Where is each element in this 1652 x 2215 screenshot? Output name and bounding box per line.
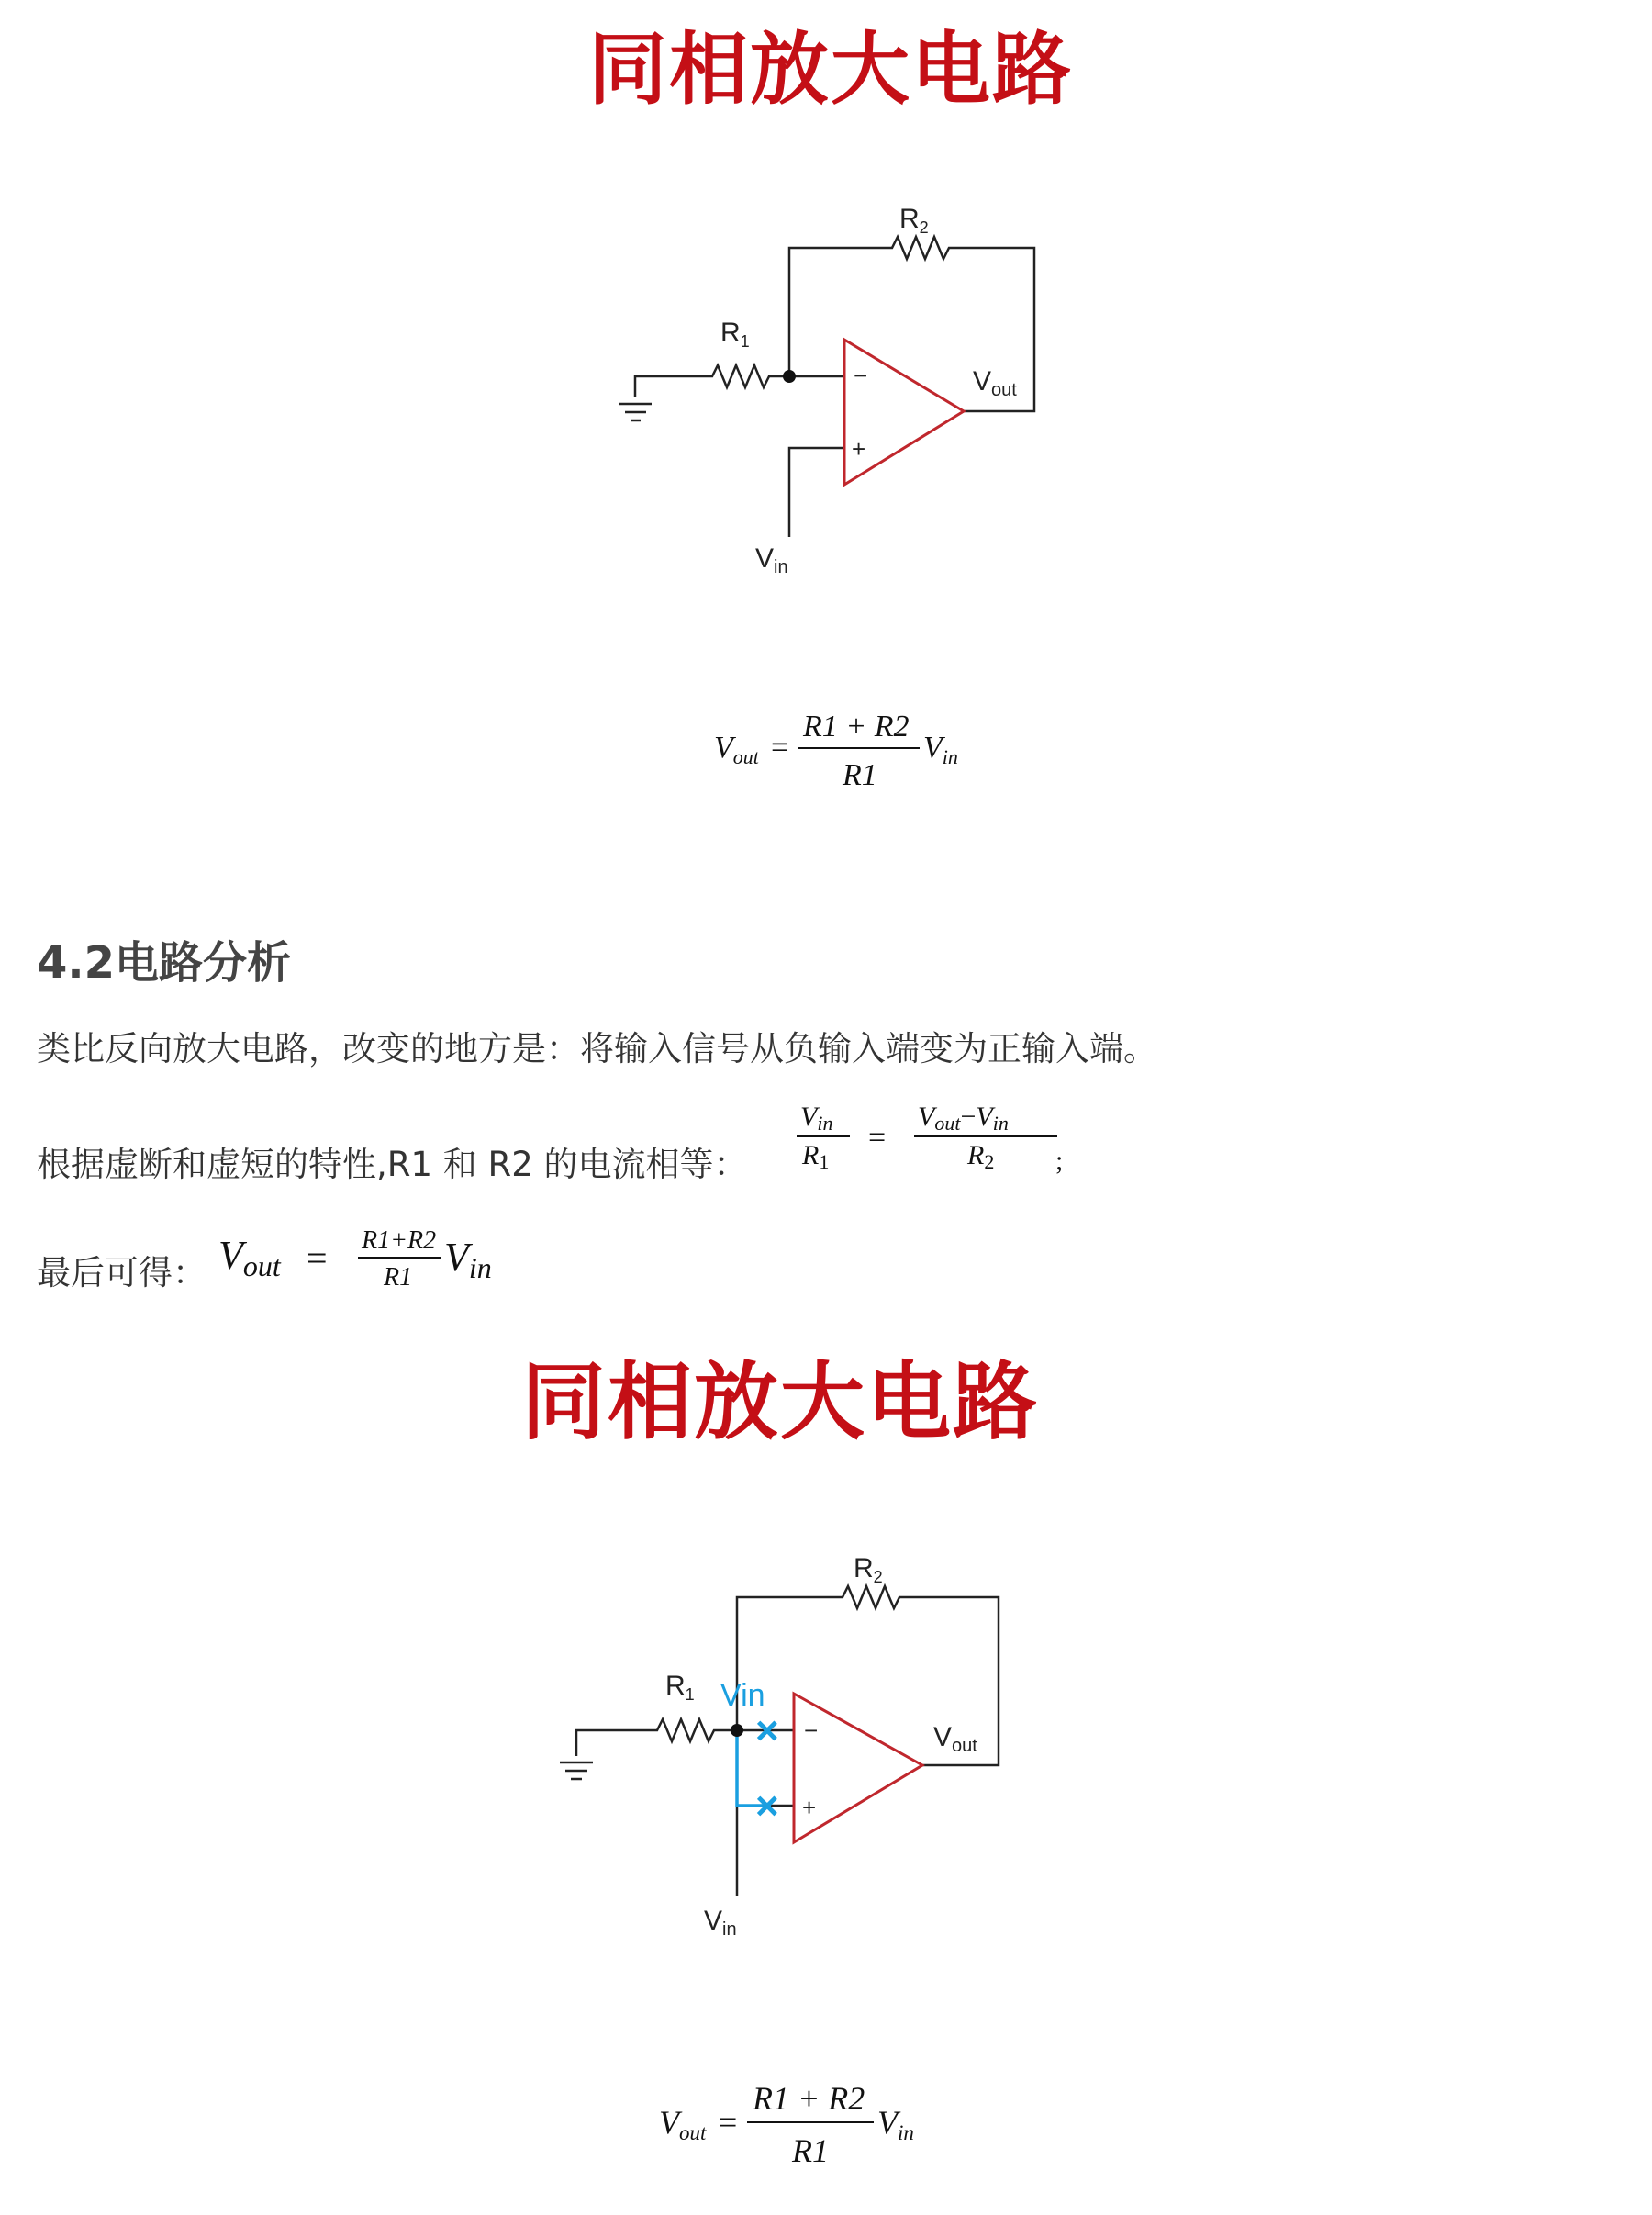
formula-2 bbox=[659, 2080, 914, 2169]
virtual-open-cross-top: × bbox=[755, 1708, 779, 1753]
eq-den-left: R bbox=[802, 1140, 820, 1170]
vout-label: V bbox=[933, 1722, 953, 1752]
r2-label: R bbox=[854, 1553, 874, 1583]
svg-text:R2 bbox=[966, 1140, 994, 1173]
r2-label-sub: 2 bbox=[919, 218, 929, 237]
formula-1-lhs-sub: out bbox=[732, 745, 759, 768]
svg-text:R1 bbox=[720, 318, 750, 351]
svg-text:Vin bbox=[444, 1235, 492, 1284]
formula-2-rhs-sub: in bbox=[898, 2121, 914, 2144]
svg-text:R1 bbox=[665, 1671, 695, 1704]
junction-node bbox=[783, 370, 796, 383]
eq-den-right-sub: 2 bbox=[984, 1150, 995, 1173]
svg-text:Vin bbox=[877, 2104, 914, 2144]
eq-minus: − bbox=[960, 1102, 977, 1132]
ground-wire bbox=[576, 1730, 652, 1756]
vin-wire bbox=[789, 448, 844, 537]
result-lhs: V bbox=[218, 1233, 243, 1278]
paragraph-result: 最后可得： bbox=[37, 1253, 206, 1292]
result-lhs-sub: out bbox=[242, 1249, 281, 1282]
eq-num-right2: V bbox=[976, 1102, 993, 1132]
svg-text:Vout bbox=[714, 731, 760, 768]
vin-annotation: Vin bbox=[720, 1678, 765, 1713]
result-equation bbox=[211, 1203, 541, 1303]
svg-text:Vout bbox=[933, 1722, 977, 1756]
formula-2-num: R1 + R2 bbox=[753, 2080, 865, 2117]
result-den: R1 bbox=[384, 1263, 413, 1292]
r1-label-sub: 1 bbox=[685, 1685, 695, 1704]
result-rhs-sub: in bbox=[468, 1251, 492, 1284]
minus-sign: − bbox=[854, 362, 868, 389]
formula-1-rhs: V bbox=[923, 731, 943, 765]
r2-label-sub: 2 bbox=[873, 1568, 883, 1586]
paragraph-current-equal: 根据虚断和虚短的特性,R1 和 R2 的电流相等： bbox=[37, 1145, 748, 1184]
current-equation bbox=[789, 1091, 1101, 1191]
formula-2-den: R1 bbox=[792, 2132, 829, 2169]
eq-num-right2-sub: in bbox=[992, 1112, 1009, 1135]
svg-text:Vin bbox=[800, 1102, 832, 1135]
formula-2-rhs: V bbox=[877, 2104, 898, 2141]
result-rhs: V bbox=[444, 1235, 469, 1280]
formula-2-eq: = bbox=[719, 2104, 738, 2141]
eq-num-left-sub: in bbox=[817, 1112, 833, 1135]
r1-label-sub: 1 bbox=[740, 332, 750, 351]
eq-num-right-sub: out bbox=[934, 1112, 961, 1135]
figure-1-title: 同相放大电路 bbox=[588, 24, 1073, 116]
formula-1-eq: = bbox=[771, 731, 789, 765]
svg-text:R1 bbox=[801, 1140, 829, 1173]
virtual-open-cross-bottom: × bbox=[755, 1784, 779, 1829]
result-eq: = bbox=[307, 1237, 328, 1279]
svg-text:Vout−Vin bbox=[918, 1102, 1009, 1135]
eq-num-right: V bbox=[918, 1102, 935, 1132]
eq-den-right: R bbox=[967, 1140, 985, 1170]
eq-equals: = bbox=[868, 1121, 887, 1155]
plus-sign: + bbox=[802, 1794, 817, 1821]
r1-resistor bbox=[652, 1719, 720, 1741]
svg-text:Vout bbox=[973, 366, 1017, 400]
vin-label-sub: in bbox=[722, 1919, 737, 1940]
formula-1-num: R1 + R2 bbox=[803, 710, 910, 744]
r2-resistor bbox=[837, 1586, 905, 1608]
formula-1 bbox=[714, 710, 958, 792]
vout-label: V bbox=[973, 366, 992, 397]
eq-semicolon: ; bbox=[1055, 1146, 1064, 1176]
ground-wire bbox=[635, 376, 707, 397]
figure-1 bbox=[514, 0, 1147, 858]
svg-text:R2 bbox=[854, 1553, 883, 1586]
formula-2-lhs: V bbox=[659, 2104, 679, 2141]
formula-2-lhs-sub: out bbox=[679, 2121, 707, 2144]
figure-2-title: 同相放大电路 bbox=[520, 1353, 1039, 1451]
vin-label: V bbox=[704, 1906, 723, 1936]
svg-text:Vout bbox=[659, 2104, 707, 2144]
svg-text:Vin bbox=[755, 543, 788, 577]
r1-resistor bbox=[707, 365, 775, 387]
svg-text:Vin bbox=[923, 731, 958, 768]
svg-text:Vin bbox=[704, 1906, 737, 1940]
result-num: R1+R2 bbox=[362, 1226, 437, 1255]
r1-label: R bbox=[665, 1671, 686, 1701]
section-heading: 4.2电路分析 bbox=[37, 937, 292, 989]
plus-sign: + bbox=[852, 435, 866, 463]
paragraph-analogy: 类比反向放大电路，改变的地方是：将输入信号从负输入端变为正输入端。 bbox=[37, 1029, 1157, 1068]
circuit-diagram-2 bbox=[441, 1331, 1120, 2215]
vin-label: V bbox=[755, 543, 775, 574]
eq-num-left: V bbox=[800, 1102, 818, 1132]
minus-sign: − bbox=[804, 1717, 819, 1744]
svg-text:Vout bbox=[218, 1233, 282, 1282]
formula-1-rhs-sub: in bbox=[942, 745, 958, 768]
formula-1-lhs: V bbox=[714, 731, 733, 765]
vout-label-sub: out bbox=[952, 1736, 977, 1756]
eq-den-left-sub: 1 bbox=[819, 1150, 830, 1173]
formula-1-den: R1 bbox=[843, 758, 877, 792]
svg-text:R2 bbox=[899, 204, 929, 237]
r1-label: R bbox=[720, 318, 741, 348]
junction-node bbox=[731, 1724, 743, 1737]
figure-2 bbox=[441, 1331, 1120, 2215]
circuit-diagram-1 bbox=[514, 0, 1147, 858]
r2-resistor bbox=[886, 237, 954, 259]
vout-label-sub: out bbox=[991, 380, 1017, 400]
r2-label: R bbox=[899, 204, 920, 234]
vin-label-sub: in bbox=[774, 557, 788, 577]
